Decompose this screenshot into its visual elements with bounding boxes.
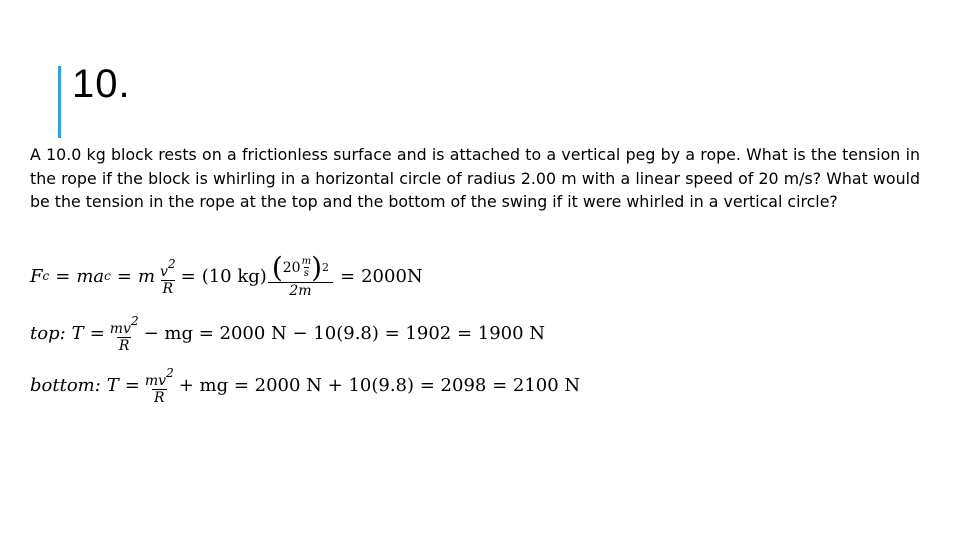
eq-fc-F-sub: c — [42, 269, 50, 283]
eq-bottom-T: T — [106, 374, 119, 396]
eq-bottom-equals: = — [124, 374, 140, 396]
eq-top-fraction — [108, 313, 141, 354]
eq-bottom-frac-num: mv — [144, 372, 167, 389]
eq-fc-frac-num: v — [160, 263, 168, 280]
eq-fc-a-sub: c — [104, 269, 111, 283]
centripetal-force-equation — [30, 246, 423, 306]
bottom-tension-equation — [30, 355, 580, 415]
eq-top-frac-num: mv — [109, 320, 131, 337]
eq-fc-velocity-over-radius-fraction — [270, 250, 331, 299]
eq-fc-m: m — [76, 265, 94, 287]
eq-fc-paren-close: ) — [311, 250, 322, 284]
eq-fc-paren-open: ( — [271, 250, 283, 284]
eq-fc-result: 2000N — [361, 265, 423, 287]
eq-fc-paren-sup: 2 — [322, 260, 329, 274]
eq-top-equals: = — [89, 322, 105, 344]
eq-top-rest: − mg = 2000 N − 10(9.8) = 1902 = 1900 N — [143, 322, 546, 344]
eq-bottom-rest: + mg = 2000 N + 10(9.8) = 2098 = 2100 N — [178, 374, 581, 396]
eq-fc-v2-over-r-fraction — [158, 256, 178, 297]
eq-bottom-frac-num-sup: 2 — [166, 365, 174, 380]
eq-fc-unit-den: s — [303, 268, 309, 279]
eq-fc-equals-1: = — [55, 265, 71, 287]
eq-top-label: top: — [30, 322, 66, 344]
eq-fc-a: a — [93, 265, 105, 287]
eq-bottom-frac-den: R — [154, 389, 165, 406]
eq-fc-m2: m — [137, 265, 156, 287]
eq-fc-unit-num: m — [301, 256, 312, 267]
problem-statement: A 10.0 kg block rests on a frictionless surface and is attached to a vertical peg by a rope. What is the tension in the rope if the block is whirling in a horizontal circle of radius 2.00 m with a linear speed of 20 m/s? What would be the tension in the rope at the top and the bottom of the swing if it were whirled in a vertical circle? — [30, 145, 920, 211]
eq-fc-equals-2: = — [116, 265, 132, 287]
eq-top-frac-num-sup: 2 — [130, 313, 139, 328]
eq-bottom-fraction — [143, 365, 176, 406]
title-accent-bar — [58, 66, 61, 138]
eq-fc-radius-den: 2m — [268, 282, 333, 299]
eq-fc-frac-den: R — [162, 280, 174, 297]
top-tension-equation — [30, 303, 545, 363]
eq-fc-unit-fraction — [302, 256, 311, 279]
eq-fc-mass-term: (10 kg) — [201, 265, 267, 287]
eq-bottom-label: bottom: — [30, 374, 101, 396]
eq-fc-equals-4: = — [340, 265, 356, 287]
eq-top-frac-den: R — [118, 337, 130, 354]
eq-fc-equals-3: = — [180, 265, 196, 287]
eq-fc-frac-num-sup: 2 — [167, 256, 176, 271]
eq-fc-speed-value: 20 — [282, 259, 301, 276]
eq-fc-F: F — [30, 265, 43, 287]
eq-top-T: T — [71, 322, 84, 344]
slide-title: 10. — [72, 62, 131, 106]
